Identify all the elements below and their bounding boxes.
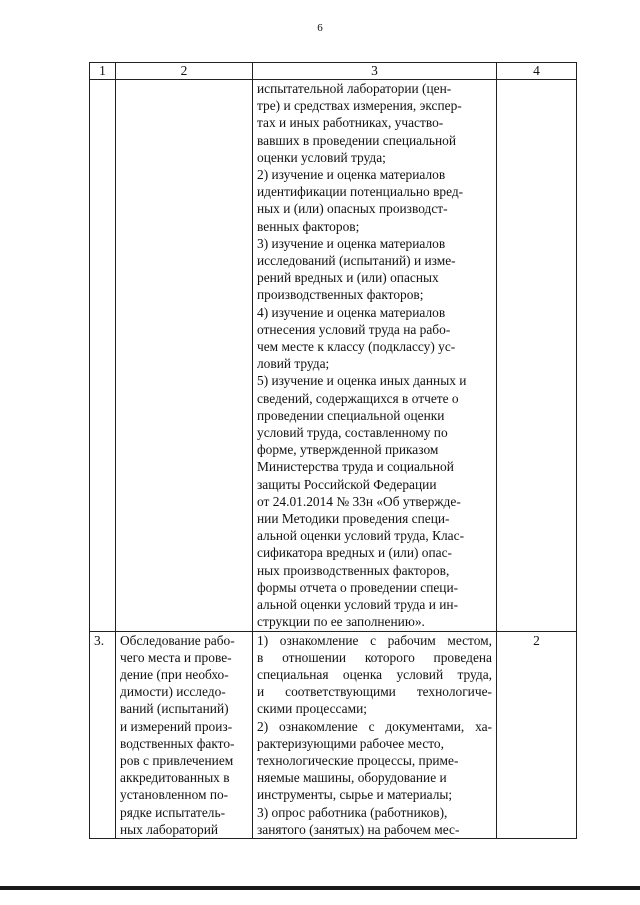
row-3-content-cell <box>253 631 497 838</box>
content-line: защиты Российской Федерации <box>257 476 437 492</box>
content-line: занятого (занятых) на рабочем мес- <box>257 821 460 837</box>
content-line: альной оценки условий труда и ин- <box>257 597 459 613</box>
page-number: 6 <box>317 22 323 34</box>
stage-line: чего места и прове- <box>120 649 232 665</box>
content-line: 2) изучение и оценка материалов <box>257 167 446 183</box>
content-line: нии Методики проведения специ- <box>257 511 450 527</box>
header-col-2: 2 <box>116 63 253 80</box>
stage-line: димости) исследо- <box>120 684 226 700</box>
content-line: тре) и средствах измерения, экспер- <box>257 98 462 114</box>
content-line: в отношении которого проведена <box>257 649 492 665</box>
header-col-1: 1 <box>90 63 116 80</box>
stage-line: рядке испытатель- <box>120 804 226 820</box>
row-3-stage-cell <box>116 631 253 838</box>
content-line: 1) ознакомление с рабочим местом, <box>257 632 492 648</box>
content-line: ных и (или) опасных производст- <box>257 201 448 217</box>
content-line: 3) опрос работника (работников), <box>257 804 448 820</box>
content-line: инструменты, сырье и материалы; <box>257 787 453 803</box>
content-line: Министерства труда и социальной <box>257 459 454 475</box>
content-line: вавших в проведении специальной <box>257 132 457 148</box>
stage-line: установленном по- <box>120 787 229 803</box>
stage-line: ваний (испытаний) <box>120 701 229 717</box>
content-line: няемые машины, оборудование и <box>257 770 447 786</box>
stage-line: ров с привлечением <box>120 752 234 768</box>
row-3-number: 3. <box>90 631 116 838</box>
content-line: рений вредных и (или) опасных <box>257 270 439 286</box>
content-line: скими процессами; <box>257 701 367 717</box>
table-row-3 <box>90 631 577 838</box>
continued-stage-cell <box>116 80 253 632</box>
stage-line: водственных факто- <box>120 735 235 751</box>
procedure-table <box>89 62 577 839</box>
content-line: испытательной лаборатории (цен- <box>257 81 452 96</box>
content-line: проведении специальной оценки <box>257 407 445 423</box>
content-line: условий труда, составленному по <box>257 425 448 441</box>
page-bottom-edge <box>0 886 640 890</box>
content-line: сведений, содержащихся в отчете о <box>257 390 459 406</box>
stage-line: дение (при необхо- <box>120 666 229 682</box>
header-col-4: 4 <box>497 63 577 80</box>
content-line: рактеризующими рабочее место, <box>257 735 444 751</box>
stage-line: аккредитованных в <box>120 770 230 786</box>
content-line: исследований (испытаний) и изме- <box>257 253 456 269</box>
content-line: оценки условий труда; <box>257 149 386 165</box>
continued-content-cell <box>253 80 497 632</box>
content-line: 5) изучение и оценка иных данных и <box>257 373 467 389</box>
content-line: 3) изучение и оценка материалов <box>257 235 446 251</box>
content-line: струкции по ее заполнению». <box>257 614 425 630</box>
content-line: венных факторов; <box>257 218 360 234</box>
content-line: ных производственных факторов, <box>257 562 450 578</box>
continued-term-cell <box>497 80 577 632</box>
stage-line: Обследование рабо- <box>120 632 235 648</box>
content-line: тах и иных работниках, участво- <box>257 115 444 131</box>
content-line: отнесения условий труда на рабо- <box>257 321 451 337</box>
content-line: 4) изучение и оценка материалов <box>257 304 446 320</box>
content-line: 2) ознакомление с документами, ха- <box>257 718 492 734</box>
stage-line: ных лабораторий <box>120 821 219 837</box>
table-header-row <box>90 63 577 80</box>
content-line: ловий труда; <box>257 356 330 372</box>
content-line: специальная оценка условий труда, <box>257 666 492 682</box>
content-line: чем месте к классу (подклассу) ус- <box>257 339 456 355</box>
content-line: производственных факторов; <box>257 287 424 303</box>
stage-line: и измерений произ- <box>120 718 233 734</box>
header-col-3: 3 <box>253 63 497 80</box>
content-line: форме, утвержденной приказом <box>257 442 439 458</box>
content-line: от 24.01.2014 № 33н «Об утвержде- <box>257 493 461 509</box>
content-line: альной оценки условий труда, Клас- <box>257 528 465 544</box>
table-row-continued <box>90 80 577 632</box>
row-3-term: 2 <box>497 631 577 838</box>
content-line: сификатора вредных и (или) опас- <box>257 545 453 561</box>
content-line: формы отчета о проведении специ- <box>257 579 459 595</box>
content-line: технологические процессы, приме- <box>257 752 459 768</box>
content-line: идентификации потенциально вред- <box>257 184 464 200</box>
continued-number-cell <box>90 80 116 632</box>
content-line: и соответствующими технологиче- <box>257 684 492 700</box>
